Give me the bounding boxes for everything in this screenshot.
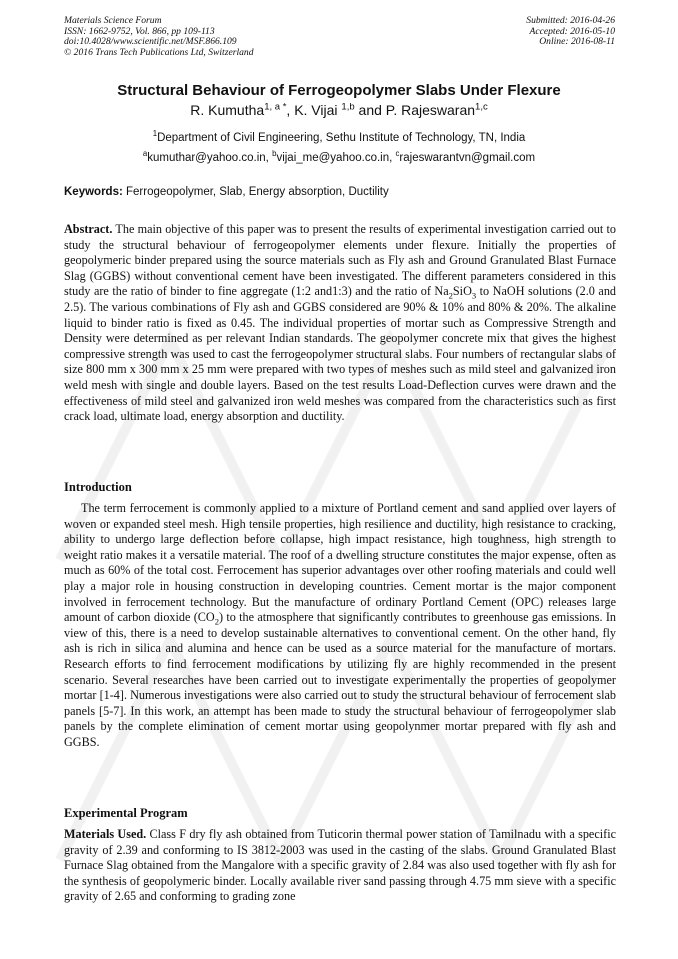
email-link[interactable]: kumuthar@yahoo.co.in, — [147, 152, 273, 164]
author-affiliation-mark: 1, a * — [264, 101, 287, 113]
subscript: 3 — [471, 290, 477, 301]
introduction-text: The term ferrocement is commonly applied to a mixture of Portland cement and sand applied over layers of woven or expanded steel mesh. High tensile properties, high resilience and ductility, high resistance to cracking, ability to undergo large deflection before collapse, high impact resistance, high toughness, high strength to weight ratio makes it a versatile material. The roof of a dwelling structure constitutes the major expense, often as much as 60% of the total cost. Ferrocement has superior advantages over other roofing materials and could well play a major role in housing construction in developing countries. Cement mortar is the major component involved in ferrocement technology. But the manufacture of ordinary Portland Cement (OPC) releases large amount of carbon dioxide (CO — [64, 501, 616, 625]
materials-text: Class F dry fly ash obtained from Tuticorin thermal power station of Tamilnadu with a specific gravity of 2.39 and conforming to IS 3812-2003 was used in the casting of the slabs. Ground Granulated Blast Furnace Slag obtained from the Mangalore with a specific gravity of 2.84 was also used together with fly ash for the synthesis of geopolymeric binder. Locally available river sand passing through 4.75 mm sieve with a specific gravity of 2.65 and conforming to grading zone — [64, 827, 616, 904]
journal-name: Materials Science Forum — [64, 15, 162, 26]
author-name: P. Rajeswaran — [385, 102, 476, 118]
email-link[interactable]: rajeswarantvn@gmail.com — [399, 152, 536, 164]
journal-copyright: © 2016 Trans Tech Publications Ltd, Switzerland — [64, 46, 254, 58]
introduction-paragraph — [64, 501, 616, 751]
author-emails — [0, 149, 678, 164]
author-list — [0, 102, 678, 118]
paper-title: Structural Behaviour of Ferrogeopolymer Slabs Under Flexure — [117, 82, 561, 99]
author-name: K. Vijai — [294, 102, 342, 118]
keywords-label: Keywords: — [64, 186, 123, 198]
email-mark: a — [142, 149, 148, 159]
introduction-text: ) to the atmosphere that significantly contributes to greenhouse gas emissions. In view of this, there is a need to develop sustainable alternatives to conventional cement. On the other hand, fly ash is rich in silica and alumina and hence can be used as a source material for the manufacture of mortars. Research efforts to find ferrocement modifications by utilizing fly are highly recommended in the present scenario. Several researches have been carried out to investigate experimentally the properties of geopolymer mortar [1-4]. Numerous investigations were also carried out to study the structural behaviour of ferrocement slab panels [5-7]. In this work, an attempt has been made to study the structural behaviour of ferrogeopolymer slab panels by the complete elimination of cement mortar using geopolynmer mortar prepared with fly ash and GGBS. — [64, 610, 616, 749]
author-affiliation-mark: 1,c — [475, 101, 488, 113]
materials-paragraph — [64, 827, 616, 905]
email-mark: c — [395, 149, 400, 159]
subscript: 2 — [448, 290, 453, 301]
abstract-paragraph — [64, 222, 616, 425]
journal-info — [64, 16, 254, 58]
abstract-text: SiO — [452, 284, 472, 299]
author-name: R. Kumutha — [190, 102, 265, 118]
author-separator: and — [354, 102, 386, 118]
author-affiliation-mark: 1,b — [341, 101, 355, 113]
journal-doi: doi:10.4028/www.scientific.net/MSF.866.109 — [64, 36, 237, 48]
publication-dates — [526, 16, 615, 48]
experimental-heading: Experimental Program — [64, 806, 188, 820]
materials-label: Materials Used. — [64, 827, 147, 841]
keywords — [64, 186, 616, 198]
journal-issn: ISSN: 1662-9752, Vol. 866, pp 109-113 — [64, 25, 215, 37]
online-date: Online: 2016-08-11 — [539, 36, 615, 48]
abstract-text: to NaOH solutions (2.0 and 2.5). The various combinations of Fly ash and GGBS considered are 90% & 10% and 80% & 20%. The alkaline liquid to binder ratio is fixed as 0.45. The individual properties of mortar such as Compressive Strength and Density were determined as per relevant Indian standards. The geopolymer concrete mix that gives the highest compressive strength was used to cast the ferrogeopolymer structural slabs. Four numbers of rectangular slabs of size 800 mm x 300 mm x 25 mm were prepared with two types of meshes such as mild steel and galvanized iron weld mesh with single and double layers. Based on the test results Load-Deflection curves were drawn and the effectiveness of mild steel and galvanized iron weld meshes was compared from the characteristics such as first crack load, ultimate load, energy absorption and ductility. — [64, 284, 617, 424]
affiliation-text: Department of Civil Engineering, Sethu Institute of Technology, TN, India — [157, 132, 526, 144]
email-mark: b — [272, 149, 277, 159]
keywords-text: Ferrogeopolymer, Slab, Energy absorption, Ductility — [122, 186, 389, 198]
abstract-label: Abstract. — [64, 222, 113, 236]
email-link[interactable]: vijai_me@yahoo.co.in, — [276, 152, 396, 164]
accepted-date: Accepted: 2016-05-10 — [529, 25, 615, 37]
introduction-heading: Introduction — [64, 480, 132, 494]
submitted-date: Submitted: 2016-04-26 — [526, 15, 615, 26]
abstract-text: The main objective of this paper was to present the results of experimental investigation carried out to study the structural behaviour of ferrogeopolymer elements under flexure. Initially the properties of geopolymeric binder prepared using the source materials such as Fly ash and Ground Granulated Blast Furnace Slag (GGBS) without conventional cement have been investigated. The different parameters considered in this study are the ratio of binder to fine aggregate (1:2 and1:3) and the ratio of Na — [64, 222, 616, 299]
affiliation-mark: 1 — [152, 129, 158, 139]
subscript: 2 — [214, 616, 219, 627]
author-separator: , — [286, 102, 295, 118]
affiliation — [0, 129, 678, 144]
